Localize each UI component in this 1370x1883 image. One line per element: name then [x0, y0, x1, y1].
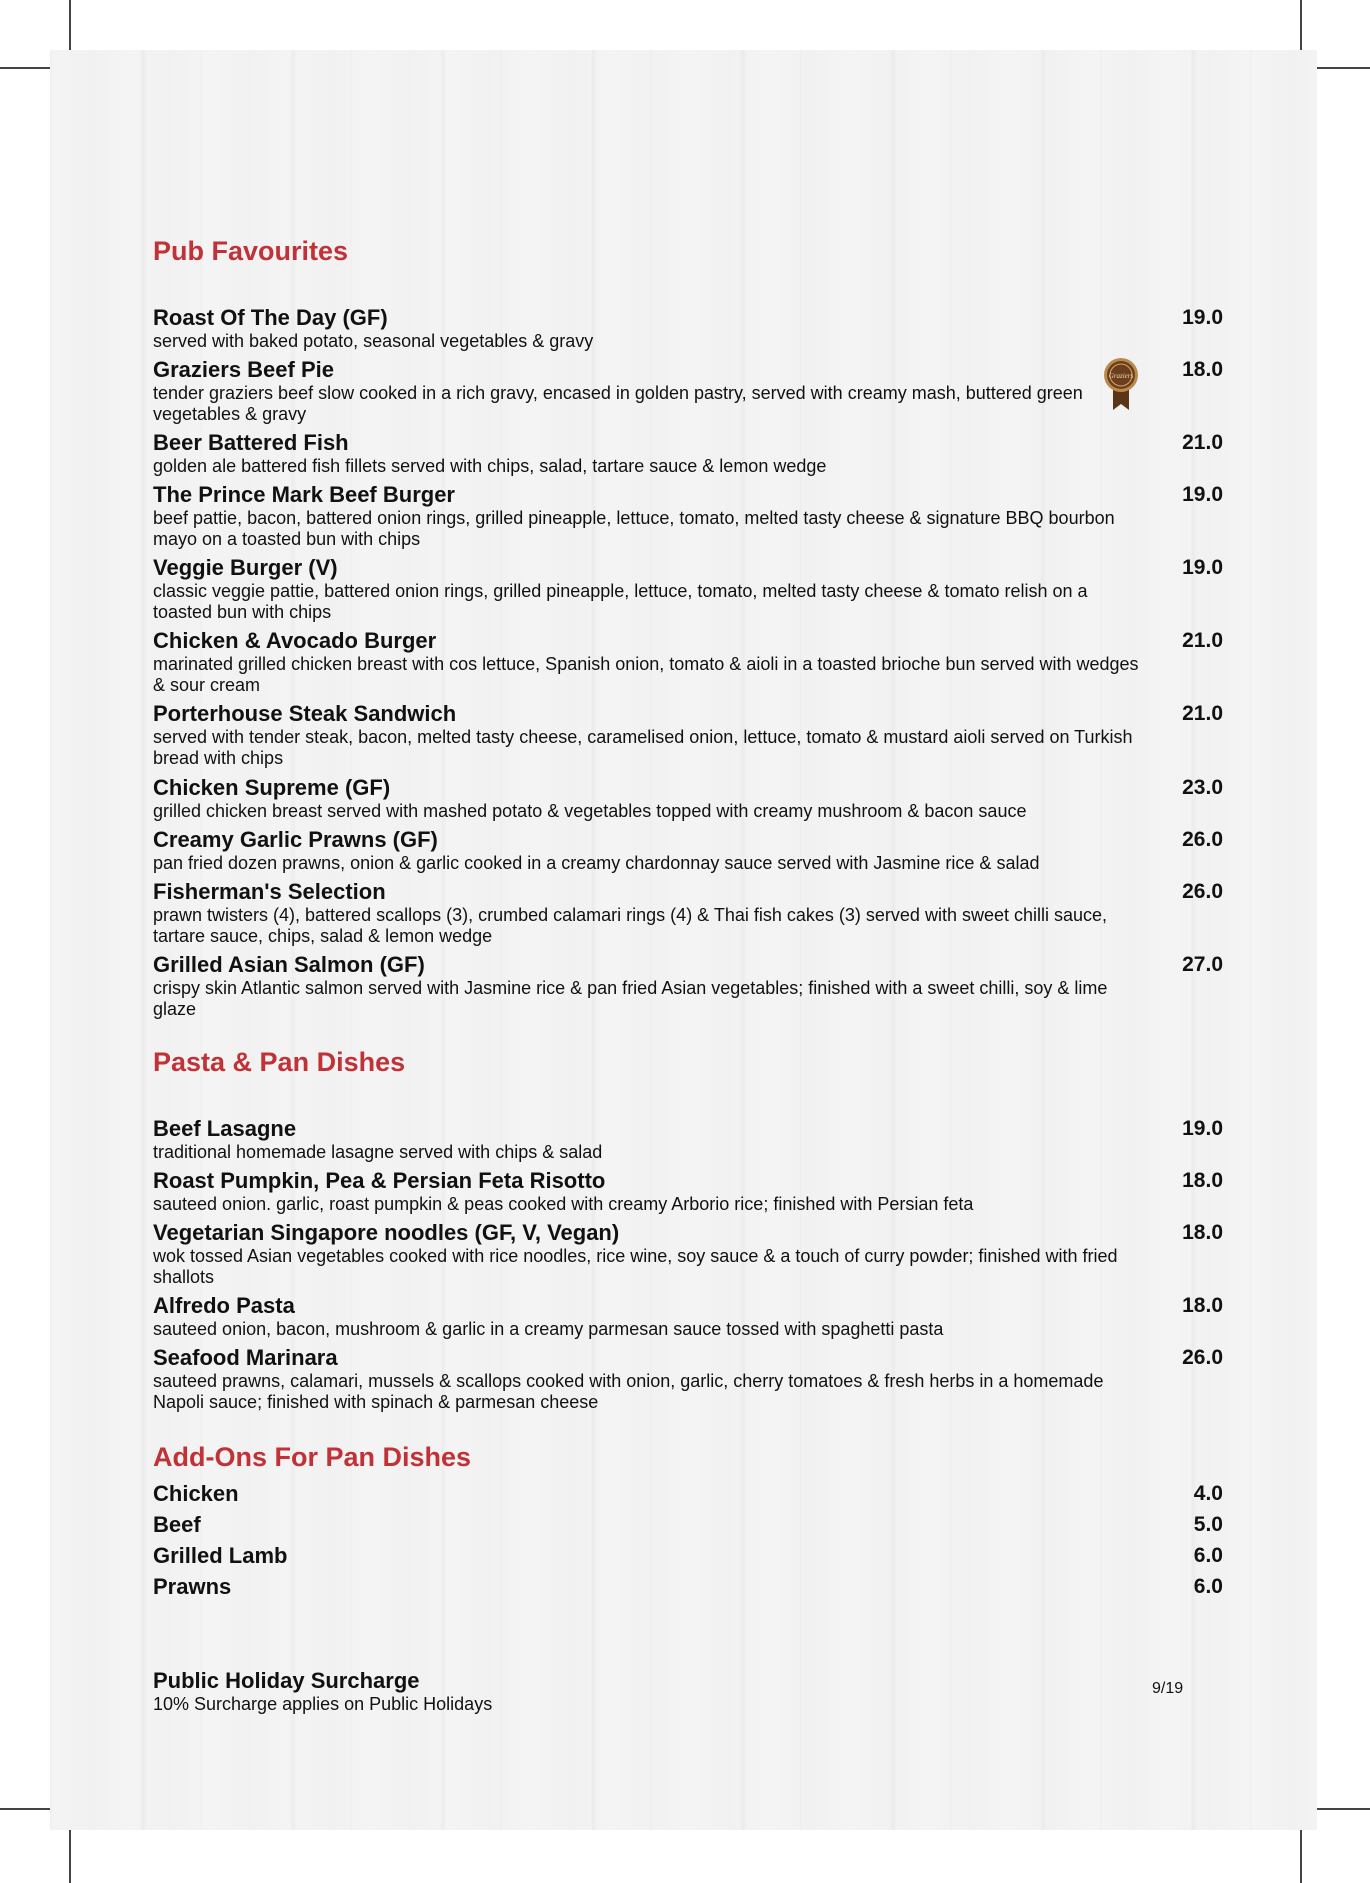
- section-title-pasta-pan-dishes: Pasta & Pan Dishes: [153, 1047, 406, 1077]
- menu-item: [153, 1220, 1223, 1288]
- menu-item: [153, 1345, 1223, 1413]
- item-name: Chicken Supreme (GF): [153, 775, 391, 800]
- item-price: 5.0: [1193, 1513, 1223, 1536]
- item-description: beef pattie, bacon, battered onion rings, grilled pineapple, lettuce, tomato, melted tasty cheese & signature BBQ bourbon mayo on a toasted bun with chips: [153, 508, 1115, 549]
- item-name: Veggie Burger (V): [153, 555, 338, 580]
- item-name: Porterhouse Steak Sandwich: [153, 701, 457, 726]
- crop-mark: [1300, 1826, 1302, 1883]
- item-description: pan fried dozen prawns, onion & garlic cooked in a creamy chardonnay sauce served with Jasmine rice & salad: [153, 853, 1040, 873]
- menu-item: [153, 879, 1223, 947]
- crop-mark: [1314, 67, 1370, 69]
- addon-item: [153, 1481, 1223, 1507]
- item-price: 6.0: [1193, 1575, 1223, 1598]
- item-description: golden ale battered fish fillets served with chips, salad, tartare sauce & lemon wedge: [153, 456, 827, 476]
- crop-mark: [0, 67, 56, 69]
- menu-item: [153, 628, 1223, 696]
- item-description: sauteed prawns, calamari, mussels & scallops cooked with onion, garlic, cherry tomatoes & fresh herbs in a homemade Napoli sauce; finished with spinach & parmesan cheese: [153, 1371, 1104, 1412]
- item-name: Grilled Asian Salmon (GF): [153, 952, 425, 977]
- item-price: 4.0: [1193, 1482, 1223, 1505]
- menu-item: [153, 827, 1223, 874]
- item-price: 26.0: [1182, 880, 1223, 903]
- addon-item: [153, 1543, 1223, 1569]
- graziers-badge-icon: [1103, 355, 1139, 411]
- item-price: 21.0: [1182, 431, 1223, 454]
- item-price: 23.0: [1182, 776, 1223, 799]
- surcharge-note: [153, 1668, 1223, 1715]
- addon-item: [153, 1574, 1223, 1600]
- item-name: Roast Pumpkin, Pea & Persian Feta Risotto: [153, 1168, 606, 1193]
- item-price: 21.0: [1182, 629, 1223, 652]
- item-price: 19.0: [1182, 483, 1223, 506]
- item-description: served with tender steak, bacon, melted tasty cheese, caramelised onion, lettuce, tomato & mustard aioli served on Turkish bread with chips: [153, 727, 1133, 768]
- item-name: Vegetarian Singapore noodles (GF, V, Vegan): [153, 1220, 620, 1245]
- item-price: 18.0: [1182, 1221, 1223, 1244]
- crop-mark: [69, 0, 71, 56]
- item-description: marinated grilled chicken breast with cos lettuce, Spanish onion, tomato & aioli in a toasted brioche bun served with wedges & sour cream: [153, 654, 1139, 695]
- crop-mark: [1300, 0, 1302, 56]
- surcharge-description: 10% Surcharge applies on Public Holidays: [153, 1694, 493, 1714]
- item-name: Chicken & Avocado Burger: [153, 628, 437, 653]
- item-name: Beef: [153, 1512, 201, 1537]
- item-description: wok tossed Asian vegetables cooked with rice noodles, rice wine, soy sauce & a touch of curry powder; finished with fried shallots: [153, 1246, 1118, 1287]
- item-price: 18.0: [1182, 1294, 1223, 1317]
- crop-mark: [0, 1808, 56, 1810]
- surcharge-title: Public Holiday Surcharge: [153, 1668, 420, 1693]
- menu-item: [153, 1293, 1223, 1340]
- item-price: 19.0: [1182, 556, 1223, 579]
- item-description: sauteed onion. garlic, roast pumpkin & peas cooked with creamy Arborio rice; finished with Persian feta: [153, 1194, 974, 1214]
- item-name: Alfredo Pasta: [153, 1293, 295, 1318]
- menu-item: [153, 357, 1223, 425]
- item-name: Grilled Lamb: [153, 1543, 288, 1568]
- item-name: Prawns: [153, 1574, 232, 1599]
- item-description: crispy skin Atlantic salmon served with Jasmine rice & pan fried Asian vegetables; finished with a sweet chilli, soy & lime glaze: [153, 978, 1108, 1019]
- menu-item: [153, 555, 1223, 623]
- item-price: 21.0: [1182, 702, 1223, 725]
- item-name: Seafood Marinara: [153, 1345, 338, 1370]
- item-price: 26.0: [1182, 1346, 1223, 1369]
- menu-item: [153, 430, 1223, 477]
- addon-item: [153, 1512, 1223, 1538]
- item-name: Roast Of The Day (GF): [153, 305, 388, 330]
- item-description: prawn twisters (4), battered scallops (3), crumbed calamari rings (4) & Thai fish cakes (3) served with sweet chilli sauce, tartare sauce, chips, salad & lemon wedge: [153, 905, 1108, 946]
- menu-item: [153, 1116, 1223, 1163]
- item-description: classic veggie pattie, battered onion rings, grilled pineapple, lettuce, tomato, melted tasty cheese & tomato relish on a toasted bun with chips: [153, 581, 1088, 622]
- item-price: 18.0: [1182, 1169, 1223, 1192]
- section-title-pub-favourites: Pub Favourites: [153, 236, 349, 266]
- item-name: Graziers Beef Pie: [153, 357, 334, 382]
- menu-item: [153, 775, 1223, 822]
- menu-item: [153, 1168, 1223, 1215]
- menu-item: [153, 482, 1223, 550]
- crop-mark: [69, 1826, 71, 1883]
- item-description: served with baked potato, seasonal vegetables & gravy: [153, 331, 594, 351]
- item-price: 19.0: [1182, 306, 1223, 329]
- svg-text:Graziers: Graziers: [1108, 372, 1134, 380]
- crop-mark: [1314, 1808, 1370, 1810]
- page-number: 9/19: [1152, 1680, 1184, 1697]
- item-name: Beer Battered Fish: [153, 430, 349, 455]
- item-description: tender graziers beef slow cooked in a rich gravy, encased in golden pastry, served with creamy mash, buttered green vegetables & gravy: [153, 383, 1083, 424]
- section-title-add-ons: Add-Ons For Pan Dishes: [153, 1442, 472, 1472]
- item-price: 19.0: [1182, 1117, 1223, 1140]
- menu-item: [153, 701, 1223, 769]
- item-name: Beef Lasagne: [153, 1116, 297, 1141]
- item-name: The Prince Mark Beef Burger: [153, 482, 455, 507]
- item-price: 26.0: [1182, 828, 1223, 851]
- item-name: Chicken: [153, 1481, 239, 1506]
- menu-item: [153, 305, 1223, 352]
- item-price: 27.0: [1182, 953, 1223, 976]
- item-description: grilled chicken breast served with mashed potato & vegetables topped with creamy mushroom & bacon sauce: [153, 801, 1027, 821]
- item-description: sauteed onion, bacon, mushroom & garlic in a creamy parmesan sauce tossed with spaghetti pasta: [153, 1319, 944, 1339]
- menu-item: [153, 952, 1223, 1020]
- item-name: Creamy Garlic Prawns (GF): [153, 827, 438, 852]
- item-price: 6.0: [1193, 1544, 1223, 1567]
- item-description: traditional homemade lasagne served with chips & salad: [153, 1142, 603, 1162]
- item-price: 18.0: [1182, 358, 1223, 381]
- item-name: Fisherman's Selection: [153, 879, 386, 904]
